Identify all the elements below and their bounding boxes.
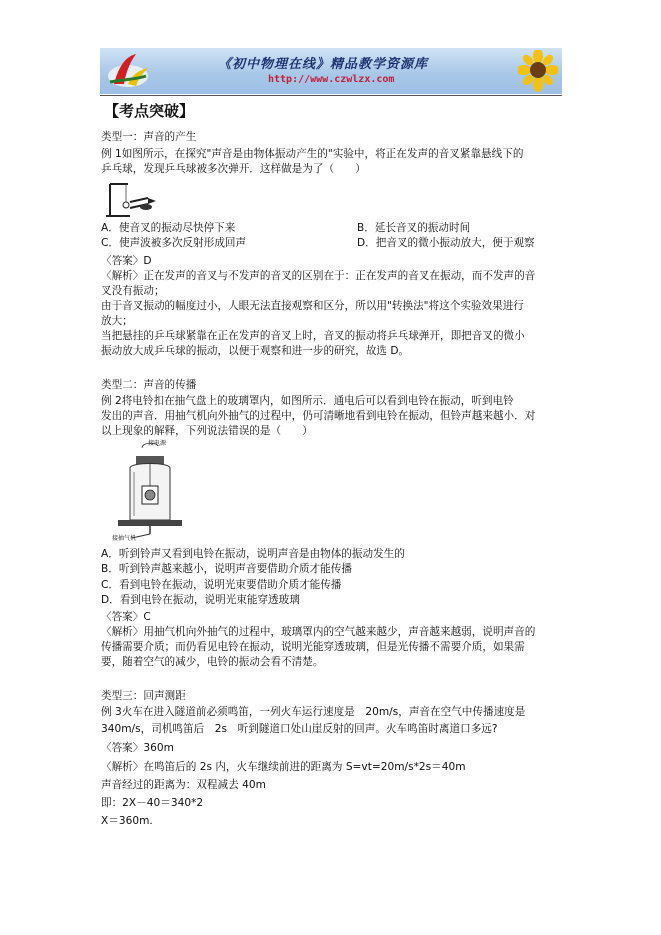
type1-answer: 〈答案〉D: [101, 255, 152, 267]
banner-title: 《初中物理在线》精品教学资源库: [218, 57, 429, 72]
type1-question-line1: 例 1如图所示，在探究"声音是由物体振动产生的"实验中，将正在发声的音叉紧靠悬线下的: [101, 148, 524, 160]
type1-question-line2: 乒乓球，发现乒乓球被多次弹开．这样做是为了（ ）: [101, 163, 366, 175]
header-rule: [100, 95, 562, 96]
type3-question-line2: 340m/s，司机鸣笛后 2s 听到隧道口处山崖反射的回声。火车鸣笛时离道口多远?: [101, 723, 498, 735]
type2-option-c: C．看到电铃在振动，说明光束要借助介质才能传播: [101, 579, 342, 591]
type2-heading: 类型二：声音的传播: [101, 379, 197, 391]
type3-analysis-line1: 〈解析〉在鸣笛后的 2s 内，火车继续前进的距离为 S=vt=20m/s*2s＝40m: [101, 761, 466, 773]
type2-analysis-line1: 〈解析〉用抽气机向外抽气的过程中，玻璃罩内的空气越来越少，声音越来越弱，说明声音的: [101, 626, 536, 638]
banner-url[interactable]: http://www.czwlzx.com: [268, 74, 395, 85]
type3-analysis-line4: X＝360m.: [101, 815, 153, 827]
type2-analysis-line2: 传播需要介质；而仍看见电铃在振动，说明光能穿透玻璃，但是光传播不需要介质，如果需: [101, 641, 525, 653]
type1-option-a: A．使音叉的振动尽快停下来: [101, 222, 236, 234]
type2-question-line1: 例 2将电铃扣在抽气盘上的玻璃罩内，如图所示．通电后可以看到电铃在振动，听到电铃: [101, 395, 514, 407]
type1-heading: 类型一：声音的产生: [101, 131, 197, 143]
type1-analysis-line5: 当把悬挂的乒乓球紧靠在正在发声的音叉上时，音叉的振动将乒乓球弹开，即把音叉的微小: [101, 330, 525, 342]
section-title: 【考点突破】: [104, 102, 195, 120]
bell-jar-figure: [112, 438, 188, 542]
type2-question-line2: 发出的声音．用抽气机向外抽气的过程中，仍可清晰地看到电铃在振动，但铃声越来越小．对: [101, 410, 536, 422]
type1-analysis-line6: 振动放大成乒乓球的振动，以便于观察和进一步的研究，故选 D。: [101, 345, 410, 357]
type2-question-line3: 以上现象的解释，下列说法错误的是（ ）: [101, 425, 313, 437]
banner-logo-icon: [106, 52, 150, 90]
header-banner: [100, 48, 562, 94]
type1-analysis-line4: 放大；: [101, 315, 133, 327]
type2-analysis-line3: 要，随着空气的减少，电铃的振动会看不清楚。: [101, 656, 324, 668]
type2-option-a: A．听到铃声又看到电铃在振动，说明声音是由物体的振动发生的: [101, 548, 405, 560]
tuning-fork-figure: [104, 180, 160, 218]
type2-option-b: B．听到铃声越来越小，说明声音要借助介质才能传播: [101, 563, 352, 575]
type2-option-d: D．看到电铃在振动，说明光束能穿透玻璃: [101, 594, 300, 606]
type3-heading: 类型三：回声测距: [101, 690, 186, 702]
type1-analysis-line1: 〈解析〉正在发声的音叉与不发声的音叉的区别在于：正在发声的音叉在振动，而不发声的音: [101, 270, 536, 282]
type2-answer: 〈答案〉C: [101, 611, 151, 623]
bell-jar-label-pump: 接抽气机: [112, 535, 137, 542]
type3-answer: 〈答案〉360m: [101, 742, 174, 754]
type3-question-line1: 例 3火车在进入隧道前必须鸣笛，一列火车运行速度是 20m/s，声音在空气中传播速度是: [101, 706, 526, 718]
type1-analysis-line3: 由于音叉振动的幅度过小，人眼无法直接观察和区分，所以用"转换法"将这个实验效果进行: [101, 300, 524, 312]
type1-analysis-line2: 叉没有振动；: [101, 285, 165, 297]
type1-option-c: C．使声波被多次反射形成回声: [101, 237, 247, 249]
type1-option-d: D．把音叉的微小振动放大，便于观察: [357, 237, 535, 249]
bell-jar-label-power: 接电源: [148, 440, 167, 447]
type3-analysis-line3: 即：2X－40＝340*2: [101, 797, 204, 809]
sunflower-icon: [518, 50, 558, 92]
type3-analysis-line2: 声音经过的距离为：双程减去 40m: [101, 779, 266, 791]
type1-option-b: B．延长音叉的振动时间: [357, 222, 471, 234]
